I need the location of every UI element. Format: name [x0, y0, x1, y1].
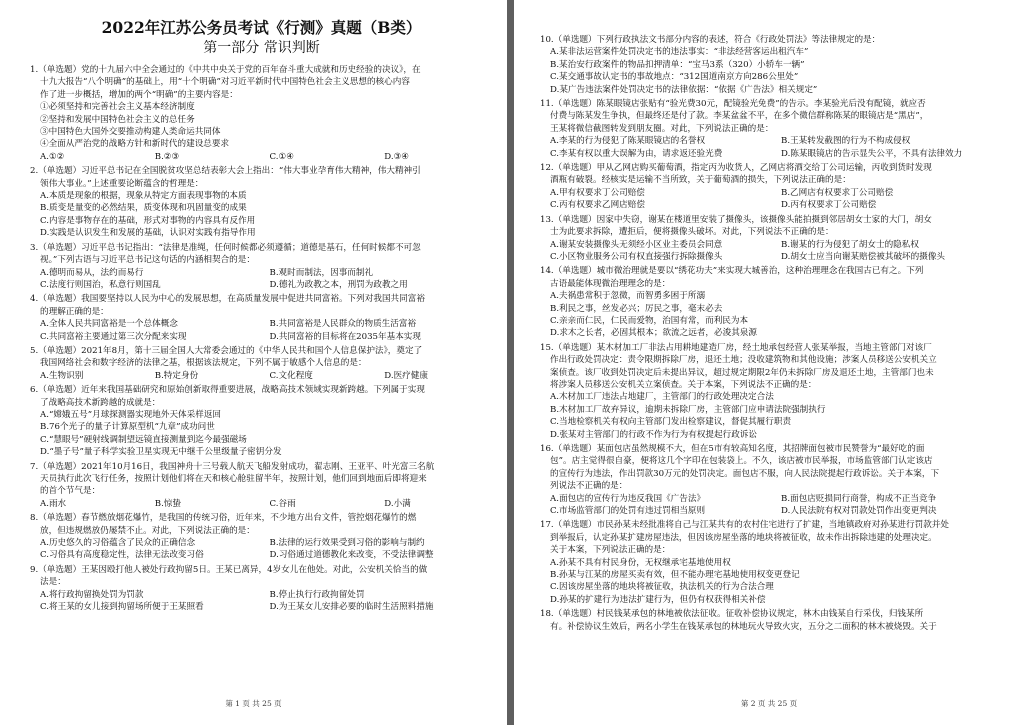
page-2-content — [540, 34, 1006, 635]
statement-item: ③中国特色大国外交要推动构建人类命运共同体 — [40, 127, 221, 138]
question-1 — [30, 64, 493, 163]
answer-option-c: C.某交通事故认定书的事故地点：“312国道南京方向286公里处” — [550, 72, 799, 83]
answer-option-a: A.全体人民共同富裕是一个总体概念 — [40, 319, 178, 330]
question-17 — [540, 519, 1006, 606]
answer-option-c: C.法度行则国治，私意行则国乱 — [40, 279, 161, 290]
answer-option-d: D.③④ — [384, 151, 409, 162]
question-list-page-2 — [540, 34, 1006, 633]
answer-option-b: B.谢某的行为侵犯了胡女士的隐私权 — [781, 239, 919, 250]
answer-option-b: B.停止执行行政拘留处罚 — [269, 589, 365, 600]
question-stem-continued: 十九大报告“八个明确”的基础上，用“十个明确”对习近平新时代中国特色社会主义思想的核心内容 — [40, 77, 410, 88]
answer-option-a: A.雨水 — [40, 498, 67, 509]
answer-option-c: C.“慧眼号”硬射线调制望远镜直接测量到迄今最强磁场 — [40, 434, 247, 445]
question-stem-continued: 士为此要求拆除，遭拒后，便将摄像头破坏。对此，下列说法不正确的是： — [550, 227, 834, 238]
answer-option-b: B.惊蛰 — [154, 498, 181, 509]
question-2 — [30, 165, 493, 239]
question-stem: 3.（单选题）习近平总书记指出：“法律是准绳，任何时候都必须遵循；道德是基石，任何时候都不可忽 — [30, 242, 421, 253]
question-stem-continued: 酒瓶有破裂。经核实是运输不当所致，关于葡萄酒的损失，下列说法正确的是： — [550, 175, 851, 186]
answer-options — [540, 391, 1006, 441]
answer-option-d: D.习俗通过道德教化来改变，不受法律调整 — [269, 550, 434, 561]
question-stem-continued: 作出行政处罚决定：责令限期拆除厂房，退还土地；没收建筑物和其他设施；涉案人员移送公安机关立 — [550, 355, 937, 366]
question-11 — [540, 98, 1006, 160]
question-stem-continued: 放，但违规燃放仍屡禁不止。对此，下列说法正确的是： — [40, 525, 255, 536]
answer-option-a: A.某非法运营案件处罚决定书的违法事实：“非法经营客运出租汽车” — [550, 47, 809, 58]
answer-option-c: C.市场监管部门的处罚有违过罚相当原则 — [550, 506, 706, 517]
question-stem-continued: 案侦查。该厂收到处罚决定后未提出异议，超过规定期限2年仍未拆除厂房及退还土地，主管部门也未 — [550, 367, 934, 378]
question-stem-continued: 有。补偿协议生效后，两名小学生在钱某承包的林地玩火导致火灾，五分之二面积的林木被烧毁。关于 — [550, 621, 937, 632]
answer-options — [30, 151, 493, 163]
question-stem: 16.（单选题）某面包店虽然规模不大，但在5市有较高知名度，其招牌面包被市民赞誉为“最好吃的面 — [540, 444, 925, 454]
answer-option-a: A.德明而易从，法约而易行 — [40, 267, 144, 278]
page-2 — [514, 0, 1024, 725]
answer-option-a: A.本质是现象的根据，现象从特定方面表现事物的本质 — [40, 191, 247, 202]
answer-option-d: D.共同富裕的目标将在2035年基本实现 — [269, 331, 421, 342]
question-stem: 13.（单选题）因家中失窃，谢某在楼道里安装了摄像头，该摄像头能拍摄到邻居胡女士家的大门，胡女 — [540, 214, 932, 225]
answer-option-b: B.76个光子的量子计算原型机“九章”成功问世 — [40, 422, 215, 433]
answer-option-a: A.历史悠久的习俗蕴含了民众的正确信念 — [40, 538, 196, 549]
answer-option-c: C.①④ — [269, 151, 294, 162]
answer-options — [540, 46, 1006, 96]
answer-option-d: D.人民法院有权对罚款处罚作出变更判决 — [781, 506, 937, 517]
question-stem-continued: 领伟大事业。”上述重要论断蕴含的哲理是： — [40, 178, 204, 189]
answer-option-c: C.因该房屋坐落的地块将被征收，执法机关的行为合法合理 — [550, 582, 774, 593]
question-16 — [540, 443, 1006, 517]
answer-option-d: D.胡女士应当向谢某赔偿被其破坏的摄像头 — [781, 251, 946, 262]
question-9 — [30, 564, 493, 614]
answer-options — [540, 135, 1006, 160]
answer-option-d: D.孙某的扩建行为违法扩建行为，但仍有权获得相关补偿 — [550, 594, 766, 605]
page-1 — [0, 0, 507, 725]
answer-option-a: A.谢某安装摄像头无须经小区业主委员会同意 — [550, 239, 723, 250]
question-stem: 17.（单选题）市民孙某未经批准将自己与江某共有的农村住宅进行了扩建，当地镇政府对孙某进行罚款并处 — [540, 520, 949, 531]
answer-option-b: B.共同富裕是人民群众的物质生活富裕 — [269, 319, 417, 330]
answer-option-a: A.夫祸患常积于忽微，而智勇多困于所溺 — [550, 291, 706, 302]
answer-option-a: A.①② — [40, 151, 65, 162]
question-15 — [540, 342, 1006, 441]
question-stem: 1.（单选题）党的十九届六中全会通过的《中共中央关于党的百年奋斗重大成就和历史经验的决议》，在 — [30, 65, 421, 75]
answer-option-a: A.木材加工厂违法占地建厂，主管部门的行政处理决定合法 — [550, 392, 774, 403]
answer-option-b: B.利民之事，丝发必兴；厉民之事，毫末必去 — [550, 303, 723, 314]
answer-option-c: C.当地检察机关有权向主管部门发出检察建议，督促其履行职责 — [550, 417, 792, 428]
answer-option-d: D.陈某眼镜店的告示显失公平，不具有法律效力 — [781, 148, 963, 159]
section-title: 第一部分 常识判断 — [203, 40, 320, 56]
question-stem-continued: 的理解正确的是： — [40, 306, 109, 317]
answer-options — [540, 290, 1006, 340]
answer-option-d: D.某广告违法案件处罚决定书的法律依据：“依据《广告法》相关规定” — [550, 84, 818, 95]
question-14 — [540, 265, 1006, 339]
answer-option-d: D.医疗健康 — [384, 370, 428, 381]
answer-options — [30, 267, 493, 292]
statement-list — [30, 101, 493, 151]
question-stem-continued: 付费与陈某发生争执，但最终还是付了款。李某盆盆不平，在多个微信群称陈某的眼镜店是“黑店”， — [550, 111, 929, 122]
question-stem: 9.（单选题）王某因殴打他人被处行政拘留5日。王某已离异，4岁女儿在他处。对此，公安机关恰当的做 — [30, 564, 428, 575]
answer-option-a: A.孙某不具有村民身份，无权继承宅基地使用权 — [550, 557, 731, 568]
question-stem: 8.（单选题）春节燃放烟花爆竹，是我国的传统习俗，近年来，不少地方出台文件，管控烟花爆竹的燃 — [30, 513, 417, 524]
statement-item: ②坚持和发展中国特色社会主义的总任务 — [40, 114, 195, 125]
question-4 — [30, 293, 493, 343]
answer-option-b: B.孙某与江某的房屋买卖有效，但不能办理宅基地使用权变更登记 — [550, 570, 800, 581]
question-stem-continued: 王某将微信截图转发到朋友圈。对此，下列说法正确的是： — [550, 123, 774, 134]
question-stem-continued: 视。”下列古语与习近平总书记这句话的内涵相契合的是： — [40, 255, 255, 266]
page-gutter — [507, 0, 514, 725]
question-5 — [30, 345, 493, 382]
answer-option-a: A.甲有权要求丁公司赔偿 — [550, 187, 645, 198]
question-stem: 2.（单选题）习近平总书记在全国脱贫攻坚总结表彰大会上指出：“伟大事业孕育伟大精神，伟大精神引 — [30, 166, 421, 177]
answer-option-a: A.生物识别 — [40, 370, 84, 381]
question-6 — [30, 384, 493, 458]
answer-option-b: B.某治安行政案件的物品扣押清单：“宝马3系（320）小轿车一辆” — [550, 59, 805, 70]
question-stem: 12.（单选题）甲从乙网店购买葡萄酒，指定丙为收货人，乙网店将酒交给丁公司运输，丙收到货时发现 — [540, 163, 932, 174]
question-stem-continued: 我国网络社会和数字经济的法律之基，根据该法规定，下列不属于敏感个人信息的是： — [40, 358, 367, 369]
answer-option-d: D.张某对主管部门的行政不作为行为有权提起行政诉讼 — [550, 429, 757, 440]
answer-option-c: C.李某有权以重大误解为由，请求返还验光费 — [550, 148, 723, 159]
answer-option-a: A.面包店的宣传行为违反我国《广告法》 — [550, 493, 706, 504]
answer-options — [30, 370, 493, 382]
question-stem-continued: 古语最能体现微治理理念的是： — [550, 278, 671, 289]
question-stem: 14.（单选题）城市微治理就是要以“绣花功夫”来实现大城善治，这种治理理念在我国古已有之。下列 — [540, 266, 924, 277]
document-title: 2022年江苏公务员考试《行测》真题（B类） — [101, 18, 422, 37]
answer-option-d: D.德礼为政教之本，刑罚为政教之用 — [269, 279, 408, 290]
question-stem-continued: 天员执行此次飞行任务，按照计划他们将在天和核心舱驻留半年，按照计划，他们回到地面后即将迎来 — [40, 474, 427, 484]
answer-option-a: A.“嫦娥五号”月球探测器实现地外天体采样返回 — [40, 409, 222, 420]
answer-options — [540, 187, 1006, 212]
question-stem: 10.（单选题）下列行政执法文书部分内容的表述，符合《行政处罚法》等法律规定的是： — [540, 35, 881, 45]
answer-option-a: A.将行政拘留换处罚为罚款 — [40, 589, 144, 600]
answer-option-c: C.小区物业服务公司有权直接强行拆除摄像头 — [550, 251, 723, 262]
statement-item: ①必须坚持和完善社会主义基本经济制度 — [40, 102, 195, 113]
answer-options — [540, 493, 1006, 518]
question-12 — [540, 162, 1006, 212]
answer-options — [30, 589, 493, 614]
question-stem: 18.（单选题）村民钱某承包的林地被依法征收。征收补偿协议规定，林木由钱某自行采伐，归钱某所 — [540, 609, 924, 620]
question-3 — [30, 242, 493, 292]
question-stem-continued: 包”。店主觉得很自豪，便将这几个字印在包装袋上。不久，该店被市民举报，市场监管部门认定该店 — [550, 456, 933, 467]
question-stem-continued: 了战略高技术新跨越的成就是： — [40, 397, 161, 408]
answer-option-c: C.共同富裕主要通过第三次分配来实现 — [40, 331, 187, 342]
answer-options — [30, 498, 493, 510]
answer-option-d: D.实践是认识发生和发展的基础，认识对实践有指导作用 — [40, 228, 256, 239]
question-stem-continued: 的首个节气是： — [40, 486, 101, 497]
question-list-page-1 — [30, 64, 493, 613]
answer-option-c: C.文化程度 — [269, 370, 313, 381]
answer-option-d: D.小满 — [384, 498, 411, 509]
question-stem: 5.（单选题）2021年8月，第十三届全国人大常委会通过的《中华人民共和国个人信息保护法》，奠定了 — [30, 345, 423, 356]
answer-option-b: B.特定身份 — [154, 370, 199, 381]
question-18 — [540, 608, 1006, 633]
question-stem-continued: 的宣传行为违法，作出罚款30万元的处罚决定。面包店不服，向人民法院提起行政诉讼。关于本案，下 — [550, 468, 940, 479]
answer-option-d: D.丙有权要求丁公司赔偿 — [781, 200, 877, 211]
question-stem-continued: 法是： — [40, 577, 66, 588]
answer-option-b: B.观时而制法，因事而制礼 — [269, 267, 374, 278]
question-stem-continued: 关于本案，下列说法正确的是： — [550, 545, 671, 556]
question-13 — [540, 214, 1006, 264]
question-stem-continued: 将涉案人员移送公安机关立案侦查。关于本案，下列说法不正确的是： — [550, 379, 817, 390]
question-stem: 4.（单选题）我国要坚持以人民为中心的发展思想，在高质量发展中促进共同富裕。下列对我国共同富裕 — [30, 294, 425, 305]
question-stem: 11.（单选题）陈某眼镜店张贴有“验光费30元，配镜验光免费”的告示。李某验光后没有配镜，就应否 — [540, 99, 926, 110]
answer-option-c: C.谷雨 — [269, 498, 296, 509]
page-1-content — [30, 12, 493, 615]
answer-option-b: B.王某转发截图的行为不构成侵权 — [781, 136, 911, 147]
answer-options — [30, 537, 493, 562]
answer-option-c: C.亲亲而仁民，仁民而爱物，治国有常，而利民为本 — [550, 315, 749, 326]
question-7 — [30, 461, 493, 511]
answer-option-b: B.法律的运行效果受到习俗的影响与制约 — [269, 538, 425, 549]
answer-option-d: D.求木之长者，必固其根本；欲流之远者，必浚其泉源 — [550, 328, 757, 339]
question-8 — [30, 512, 493, 562]
answer-option-b: B.木材加工厂故弃异议，逾期未拆除厂房，主管部门应申请法院强制执行 — [550, 404, 826, 415]
question-stem-continued: 作了进一步概括，增加的两个“明确”的主要内容是： — [40, 89, 238, 100]
question-10 — [540, 34, 1006, 96]
answer-option-b: B.面包店贬损同行商誉，构成不正当竞争 — [781, 493, 937, 504]
answer-options — [30, 409, 493, 459]
question-stem-continued: 到举报后，认定孙某扩建房屋违法，但因该房屋坐落的地块将被征收，故未作出拆除违建的处理决定。 — [550, 532, 937, 543]
statement-item: ④全面从严治党的战略方针和新时代的建设总要求 — [40, 139, 230, 150]
answer-option-b: B.质变是量变的必然结果，质变体现和巩固量变的成果 — [40, 203, 247, 214]
question-stem: 7.（单选题）2021年10月16日，我国神舟十三号载人航天飞船发射成功，翟志刚、王亚平、叶光富三名航 — [30, 461, 435, 472]
answer-options — [540, 239, 1006, 264]
answer-options — [540, 557, 1006, 607]
page-2-footer: 第 2 页 共 25 页 — [740, 699, 798, 708]
question-stem: 6.（单选题）近年来我国基础研究和原始创新取得重要进展，战略高技术领域实现新跨越。下列属于实现 — [30, 385, 425, 396]
question-stem-continued: 列说法不正确的是： — [550, 481, 628, 492]
answer-option-b: B.乙网店有权要求丁公司赔偿 — [781, 187, 894, 198]
answer-option-c: C.习俗具有高度稳定性，法律无法改变习俗 — [40, 550, 204, 561]
answer-option-c: C.内容是事物存在的基础，形式对事物的内容具有反作用 — [40, 215, 256, 226]
answer-option-d: D.为王某女儿安排必要的临时生活照料措施 — [269, 602, 434, 613]
answer-option-d: D.“墨子号”量子科学实验卫星实现无中继千公里级量子密钥分发 — [40, 447, 282, 458]
answer-option-b: B.②③ — [154, 151, 180, 162]
answer-options — [30, 318, 493, 343]
answer-options — [30, 190, 493, 240]
answer-option-c: C.丙有权要求乙网店赔偿 — [550, 200, 645, 211]
question-stem: 15.（单选题）某木材加工厂非法占用耕地建造厂房，经土地承包经营人张某举报，当地主管部门对该厂 — [540, 342, 932, 353]
answer-option-c: C.将王某的女儿接到拘留场所便于王某照看 — [40, 602, 204, 613]
answer-option-a: A.李某的行为侵犯了陈某眼镜店的名誉权 — [550, 136, 706, 147]
page-1-footer: 第 1 页 共 25 页 — [225, 699, 282, 708]
